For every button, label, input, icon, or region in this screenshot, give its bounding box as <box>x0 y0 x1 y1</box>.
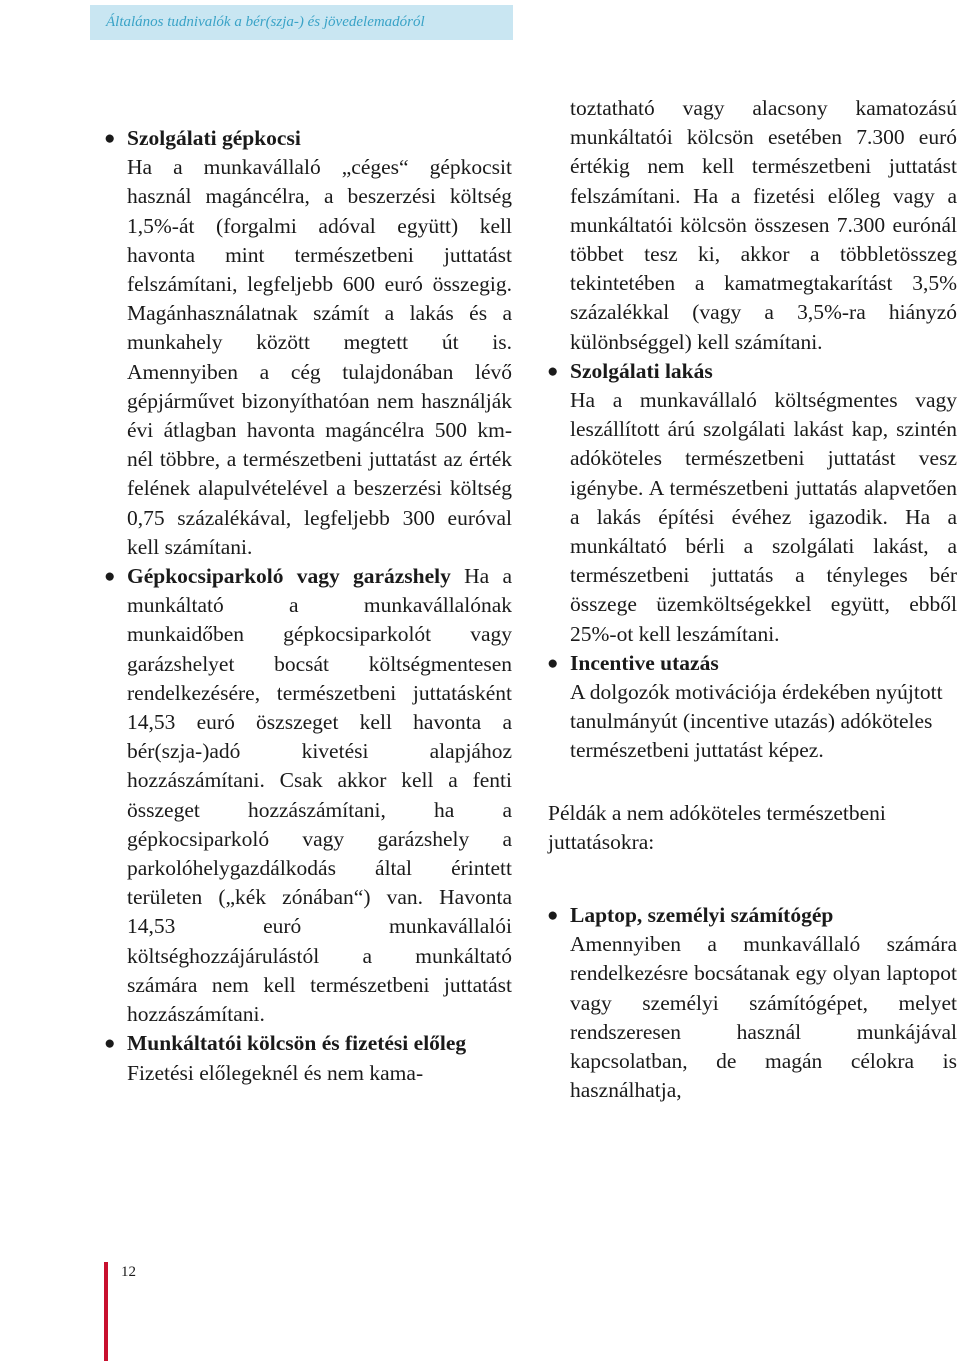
continuation-text: toztatható vagy alacsony kamatozású munkáltatói kölcsön esetében 7.300 euró értékig nem kell természetbeni juttatást felszámítani. Ha a fizetési előleg vagy a munkáltatói kölcsön összesen 7.300 eurónál többet tesz ki, akkor a többletösszeg tekintetében a kamatmegtakarítást 3,5% százalékkal (vagy a 3,5%-ra hiányzó különbséggel) kell számítani. <box>570 96 957 354</box>
bullet-icon: ● <box>104 128 116 149</box>
bullet-icon: ● <box>547 652 559 674</box>
item-text: Amennyiben a munkavállaló számára rendelkezésre bocsátanak egy olyan laptopot vagy személyi számítógépet, melyet rendszeresen használ munkájával kapcsolatban, de magán célokra is használhatja, <box>570 932 957 1103</box>
item-title: Laptop, személyi számítógép <box>570 903 834 928</box>
list-item <box>547 357 957 649</box>
list-item <box>104 124 512 562</box>
left-column <box>104 124 513 1088</box>
footer-rule <box>104 1262 108 1361</box>
bullet-icon: ● <box>104 1033 116 1055</box>
running-title: Általános tudnivalók a bér(szja-) és jövedelemadóról <box>106 14 425 30</box>
right-column <box>547 94 957 1106</box>
list-item <box>104 1029 512 1087</box>
item-text: Ha a munkavállaló költségmentes vagy leszállított árú szolgálati lakást kap, szintén adóköteles természetbeni juttatást vesz igénybe. A természetbeni juttatás alapvetően a lakás építési évéhez igazodik. Ha a munkáltató bérli a szolgálati lakást, a természetbeni juttatás a tényleges bér összege üzemköltségekkel együtt, ebből 25%-ot kell leszámítani. <box>570 388 957 646</box>
item-title: Incentive utazás <box>570 650 719 675</box>
item-text: Fizetési előlegeknél és nem kama- <box>127 1060 424 1085</box>
list-item <box>104 562 513 1029</box>
list-item <box>547 649 957 766</box>
bullet-icon: ● <box>104 566 116 588</box>
item-title: Gépkocsiparkoló vagy garázshely <box>127 564 451 589</box>
item-text: Ha a munkáltató a munkavállalónak munkaidőben gépkocsiparkolót vagy garázshelyet bocsát költségmentesen rendelkezésére, természetbeni juttatásként 14,53 euró öszszeget kell havonta a bér(szja-)adó kivetési alapjához hozzászámítani. Csak akkor kell a fenti összeget hozzászámítani, ha a gépkocsiparkoló vagy garázshely a parkolóhelygazdálkodás által érintett területen („kék zónában“) van. Havonta 14,53 euró munkavállalói költséghozzájárulástól a munkáltató számára nem kell természetbeni juttatást hozzászámítani. <box>127 564 513 1027</box>
bullet-icon: ● <box>547 905 559 927</box>
examples-intro: Példák a nem adóköteles természetbeni juttatásokra: <box>548 800 886 854</box>
bullet-icon: ● <box>547 360 559 382</box>
running-header <box>90 5 513 40</box>
item-title: Szolgálati gépkocsi <box>127 126 301 150</box>
list-item <box>547 901 957 1105</box>
item-title: Munkáltatói kölcsön és fizetési előleg <box>127 1031 467 1056</box>
page-number: 12 <box>121 1264 136 1280</box>
item-title: Szolgálati lakás <box>570 358 713 383</box>
item-text: A dolgozók motivációja érdekében nyújtott tanulmányút (incentive utazás) adóköteles természetbeni juttatást képez. <box>570 680 943 763</box>
item-text: Ha a munkavállaló „céges“ gépkocsit használ magáncélra, a beszerzési költség 1,5%-át (forgalmi adóval együtt) kell havonta mint természetbeni juttatást felszámítani, legfeljebb 600 euró összegig. Magánhasználatnak számít a lakás és a munkahely között megtett út is. Amennyiben a cég tulajdonában lévő gépjárművet bizonyíthatóan nem használják évi átlagban havonta magáncélra 500 km-nél többre, a természetbeni juttatást az érték felének alapulvételével a beszerzési költség 0,75 százalékával, legfeljebb 300 euróval kell számítani. <box>127 155 512 559</box>
